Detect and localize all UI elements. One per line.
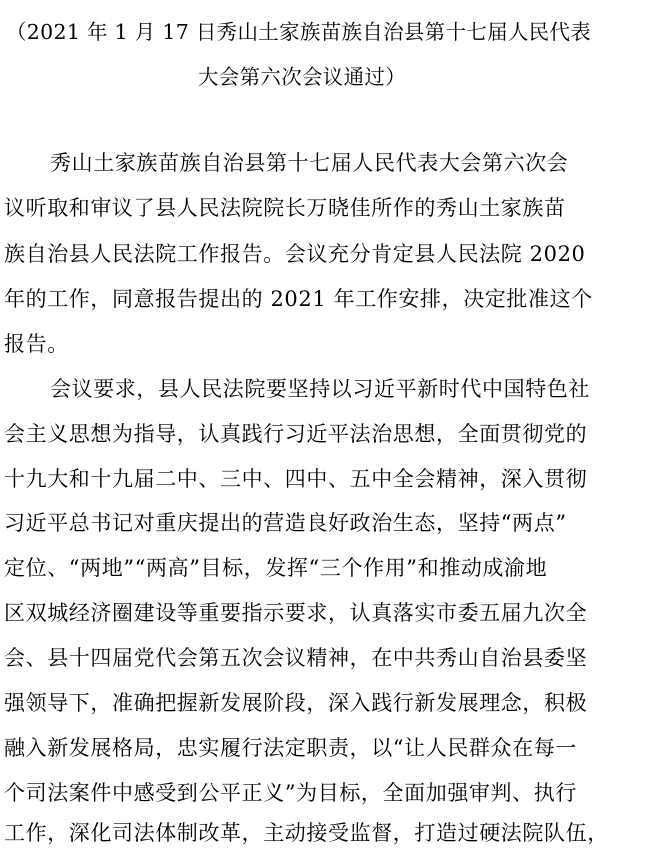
header-line-1: （2021 年 1 月 17 日秀山土家族苗族自治县第十七届人民代表: [6, 20, 592, 44]
paragraph1-line-1: 秀山土家族苗族自治县第十七届人民代表大会第六次会: [50, 151, 569, 175]
paragraph2-line-6: 区双城经济圈建设等重要指示要求，认真落实市委五届九次全: [4, 601, 588, 625]
paragraph2-line-8: 强领导下，准确把握新发展阶段，深入践行新发展理念，积极: [4, 691, 588, 715]
paragraph2-line-10: 个司法案件中感受到公平正义”为目标，全面加强审判、执行: [4, 781, 577, 805]
paragraph1-line-3: 族自治县人民法院工作报告。会议充分肯定县人民法院 2020: [4, 242, 586, 266]
paragraph2-line-5: 定位、“两地”“两高”目标，发挥“三个作用”和推动成渝地: [4, 556, 548, 580]
paragraph1-line-5: 报告。: [4, 332, 69, 356]
paragraph2-line-2: 会主义思想为指导，认真践行习近平法治思想，全面贯彻党的: [4, 422, 588, 446]
paragraph2-line-7: 会、县十四届党代会第五次会议精神，在中共秀山自治县委坚: [4, 646, 588, 670]
paragraph2-line-9: 融入新发展格局，忠实履行法定职责，以“让人民群众在每一: [4, 736, 577, 760]
paragraph2-line-3: 十九大和十九届二中、三中、四中、五中全会精神，深入贯彻: [4, 467, 588, 491]
paragraph1-line-4: 年的工作，同意报告提出的 2021 年工作安排，决定批准这个: [4, 287, 593, 311]
paragraph2-line-4: 习近平总书记对重庆提出的营造良好政治生态，坚持“两点”: [4, 511, 567, 535]
paragraph1-line-2: 议听取和审议了县人民法院院长万晓佳所作的秀山土家族苗: [4, 196, 566, 220]
paragraph2-line-1: 会议要求，县人民法院要坚持以习近平新时代中国特色社: [50, 377, 590, 401]
header-line-2: 大会第六次会议通过）: [198, 65, 406, 89]
paragraph2-line-11: 工作，深化司法体制改革，主动接受监督，打造过硬法院队伍，: [4, 821, 609, 845]
